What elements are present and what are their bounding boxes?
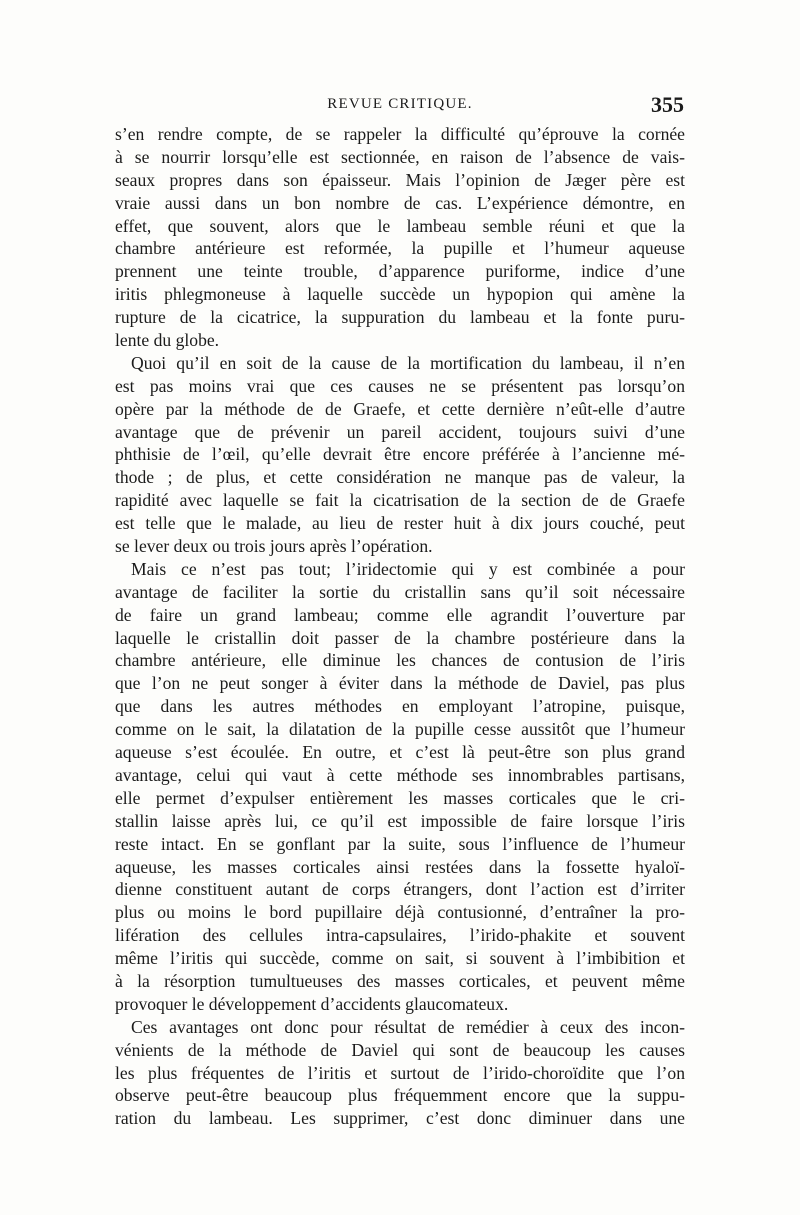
text-line: aqueuse, les masses corticales ainsi restées dans la fossette hyaloï- — [115, 856, 685, 877]
text-line: observe peut-être beaucoup plus fréquemment encore que la suppu- — [115, 1085, 685, 1106]
page-number: 355 — [651, 92, 684, 117]
text-line: vraie aussi dans un bon nombre de cas. L’expérience démontre, en — [115, 192, 685, 213]
text-line: rapidité avec laquelle se fait la cicatrisation de la section de de Graefe — [115, 490, 685, 511]
text-line: reste intact. En se gonflant par la suite, sous l’influence de l’humeur — [115, 833, 685, 854]
text-line: aqueuse s’est écoulée. En outre, et c’est là peut-être son plus grand — [115, 742, 685, 763]
text-line: est telle que le malade, au lieu de rester huit à dix jours couché, peut — [115, 513, 685, 534]
text-line: opère par la méthode de de Graefe, et cette dernière n’eût-elle d’autre — [115, 398, 685, 419]
text-line: que dans les autres méthodes en employant l’atropine, puisque, — [115, 696, 685, 717]
text-line: Mais ce n’est pas tout; l’iridectomie qui y est combinée a pour — [131, 558, 685, 579]
text-line: se lever deux ou trois jours après l’opération. — [115, 536, 433, 557]
text-line: elle permet d’expulser entièrement les masses corticales que le cri- — [115, 787, 685, 808]
text-line: provoquer le développement d’accidents glaucomateux. — [115, 993, 509, 1014]
text-line: est pas moins vrai que ces causes ne se présentent pas lorsqu’on — [115, 375, 685, 396]
text-line: prennent une teinte trouble, d’apparence puriforme, indice d’une — [115, 261, 685, 282]
text-line: chambre antérieure est reformée, la pupille et l’humeur aqueuse — [115, 238, 685, 259]
text-line: de faire un grand lambeau; comme elle agrandit l’ouverture par — [115, 604, 685, 625]
text-line: s’en rendre compte, de se rappeler la difficulté qu’éprouve la cornée — [115, 124, 685, 144]
text-line: avantage, celui qui vaut à cette méthode ses innombrables partisans, — [115, 764, 685, 785]
text-line: thode ; de plus, et cette considération ne manque pas de valeur, la — [115, 467, 685, 488]
text-line: seaux propres dans son épaisseur. Mais l’opinion de Jæger père est — [115, 169, 685, 190]
text-line: comme on le sait, la dilatation de la pupille cesse aussitôt que l’humeur — [115, 719, 685, 740]
text-line: avantage de faciliter la sortie du cristallin sans qu’il soit nécessaire — [115, 581, 685, 602]
text-line: phthisie de l’œil, qu’elle devrait être encore préférée à l’ancienne mé- — [115, 444, 685, 465]
text-line: chambre antérieure, elle diminue les chances de contusion de l’iris — [115, 650, 685, 671]
body-text — [115, 123, 685, 1130]
text-line: avantage que de prévenir un pareil accident, toujours suivi d’une — [115, 421, 685, 442]
text-line: vénients de la méthode de Daviel qui sont de beaucoup les causes — [115, 1039, 685, 1060]
text-line: Ces avantages ont donc pour résultat de remédier à ceux des incon- — [131, 1016, 685, 1037]
text-line: Quoi qu’il en soit de la cause de la mortification du lambeau, il n’en — [131, 352, 685, 373]
text-line: dienne constituent autant de corps étrangers, dont l’action est d’irriter — [115, 879, 685, 900]
text-line: que l’on ne peut songer à éviter dans la méthode de Daviel, pas plus — [115, 673, 685, 694]
text-line: iritis phlegmoneuse à laquelle succède un hypopion qui amène la — [115, 284, 685, 305]
text-line: effet, que souvent, alors que le lambeau semble réuni et que la — [115, 215, 685, 236]
text-line: laquelle le cristallin doit passer de la chambre postérieure dans la — [115, 627, 685, 648]
text-line: stallin laisse après lui, ce qu’il est impossible de faire lorsque l’iris — [115, 810, 685, 831]
running-title: REVUE CRITIQUE. — [327, 96, 473, 112]
text-line: plus ou moins le bord pupillaire déjà contusionné, d’entraîner la pro- — [115, 902, 685, 923]
running-head — [116, 92, 684, 120]
text-line: à la résorption tumultueuses des masses corticales, et peuvent même — [115, 970, 685, 991]
text-line: lifération des cellules intra-capsulaires, l’irido-phakite et souvent — [115, 925, 685, 946]
text-line: ration du lambeau. Les supprimer, c’est donc diminuer dans une — [115, 1108, 685, 1129]
text-line: rupture de la cicatrice, la suppuration du lambeau et la fonte puru- — [115, 307, 685, 328]
text-line: à se nourrir lorsqu’elle est sectionnée, en raison de l’absence de vais- — [115, 146, 685, 167]
text-line: même l’iritis qui succède, comme on sait, si souvent à l’imbibition et — [115, 948, 685, 969]
text-line: lente du globe. — [115, 330, 220, 351]
text-line: les plus fréquentes de l’iritis et surtout de l’irido-choroïdite que l’on — [115, 1062, 685, 1083]
